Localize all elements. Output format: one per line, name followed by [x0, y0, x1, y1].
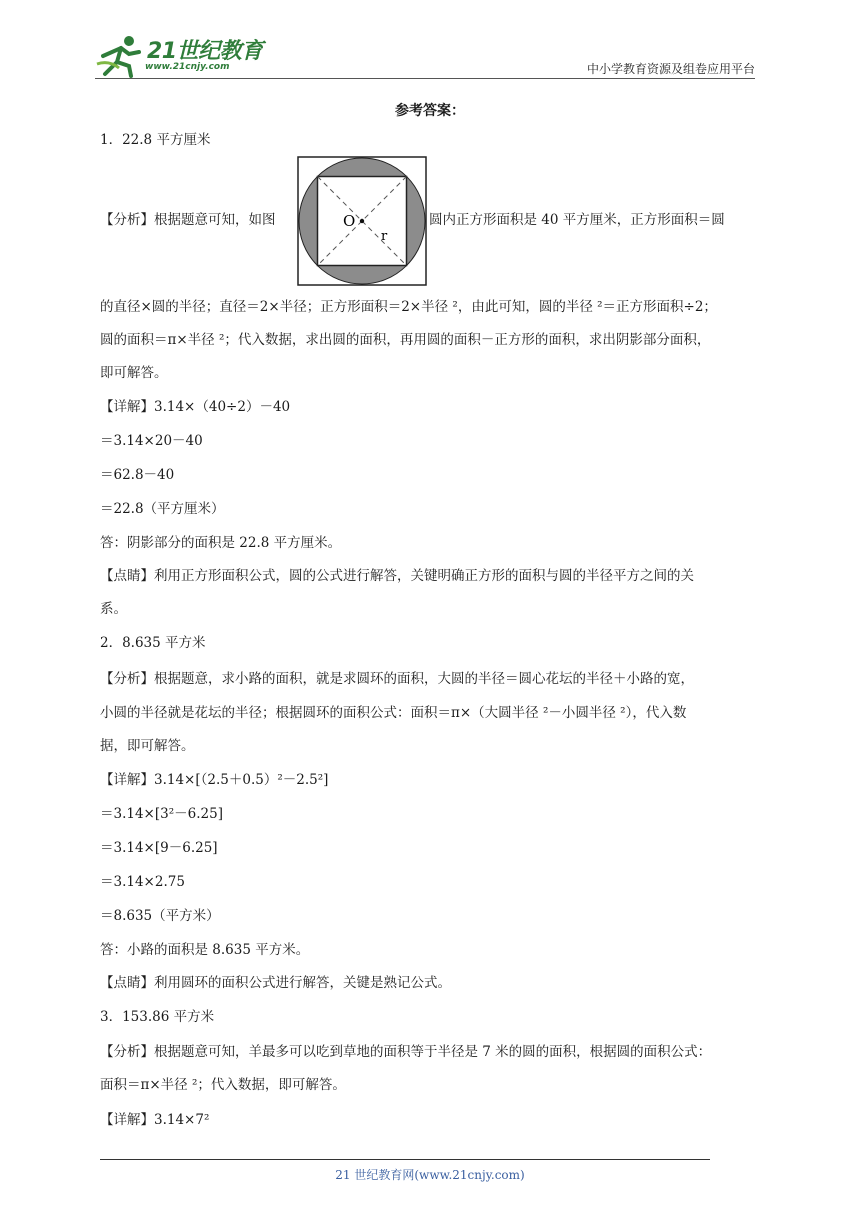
answer-1-analysis-line: 圆的面积＝π×半径 ²；代入数据，求出圆的面积，再用圆的面积－正方形的面积，求出阴影部分面积，	[100, 332, 711, 348]
page-footer: 21 世纪教育网(www.21cnjy.com)	[335, 1168, 525, 1182]
answer-3-detail: 【详解】3.14×7²	[100, 1112, 210, 1128]
answer-3-analysis: 面积＝π×半径 ²；代入数据，即可解答。	[100, 1077, 346, 1093]
answer-3-analysis: 【分析】根据题意可知，羊最多可以吃到草地的面积等于半径是 7 米的圆的面积，根据圆的面积公式：	[100, 1044, 712, 1060]
center-label: O	[343, 212, 356, 230]
answer-1-step: ＝62.8－40	[100, 467, 175, 483]
answer-1-step: ＝22.8（平方厘米）	[100, 501, 225, 517]
circle-square-figure	[297, 156, 427, 290]
answer-3-heading: 3．153.86 平方米	[100, 1009, 215, 1025]
site-logo	[95, 34, 265, 78]
answer-2-heading: 2．8.635 平方米	[100, 635, 206, 651]
answer-2-step: ＝3.14×[3²－6.25]	[100, 806, 223, 822]
runner-logo-icon	[95, 34, 145, 78]
answer-2-analysis: 小圆的半径就是花坛的半径；根据圆环的面积公式：面积＝π×（大圆半径 ²－小圆半径 ²），代入数	[100, 705, 687, 721]
header-platform-text: 中小学教育资源及组卷应用平台	[586, 62, 755, 76]
logo-url-text: www.21cnjy.com	[145, 62, 230, 72]
answer-1-analysis-line: 即可解答。	[100, 365, 168, 381]
answer-2-step: ＝8.635（平方米）	[100, 908, 220, 924]
answer-2-step: ＝3.14×[9－6.25]	[100, 840, 218, 856]
answer-1-heading: 1．22.8 平方厘米	[100, 132, 211, 148]
answer-1-analysis-a: 【分析】根据题意可知，如图	[100, 212, 276, 228]
answer-1-step: ＝3.14×20－40	[100, 433, 203, 449]
answer-1-comment: 【点睛】利用正方形面积公式，圆的公式进行解答，关键明确正方形的面积与圆的半径平方之间的关	[100, 568, 694, 584]
page-title: 参考答案：	[395, 103, 465, 119]
footer-divider	[100, 1159, 710, 1160]
logo-main-text: 21世纪教育	[147, 39, 263, 64]
header-divider	[95, 78, 755, 79]
answer-2-conclusion: 答：小路的面积是 8.635 平方米。	[100, 942, 310, 958]
answer-1-analysis-line: 的直径×圆的半径；直径＝2×半径；正方形面积＝2×半径 ²，由此可知，圆的半径 ²＝正方形面积÷2；	[100, 299, 717, 315]
radius-label: r	[381, 229, 388, 244]
answer-2-step: ＝3.14×2.75	[100, 874, 185, 890]
answer-1-detail: 【详解】3.14×（40÷2）－40	[100, 399, 291, 415]
answer-2-analysis: 据，即可解答。	[100, 738, 195, 754]
answer-1-comment: 系。	[100, 601, 127, 617]
answer-2-comment: 【点睛】利用圆环的面积公式进行解答，关键是熟记公式。	[100, 975, 451, 991]
answer-2-detail: 【详解】3.14×[（2.5＋0.5）²－2.5²]	[100, 772, 329, 788]
answer-1-conclusion: 答：阴影部分的面积是 22.8 平方厘米。	[100, 535, 342, 551]
geometry-diagram	[297, 156, 427, 286]
answer-2-analysis: 【分析】根据题意，求小路的面积，就是求圆环的面积，大圆的半径＝圆心花坛的半径＋小路的宽，	[100, 671, 694, 687]
answer-1-analysis-b: 圆内正方形面积是 40 平方厘米，正方形面积＝圆	[429, 212, 725, 228]
page-header	[95, 30, 755, 80]
